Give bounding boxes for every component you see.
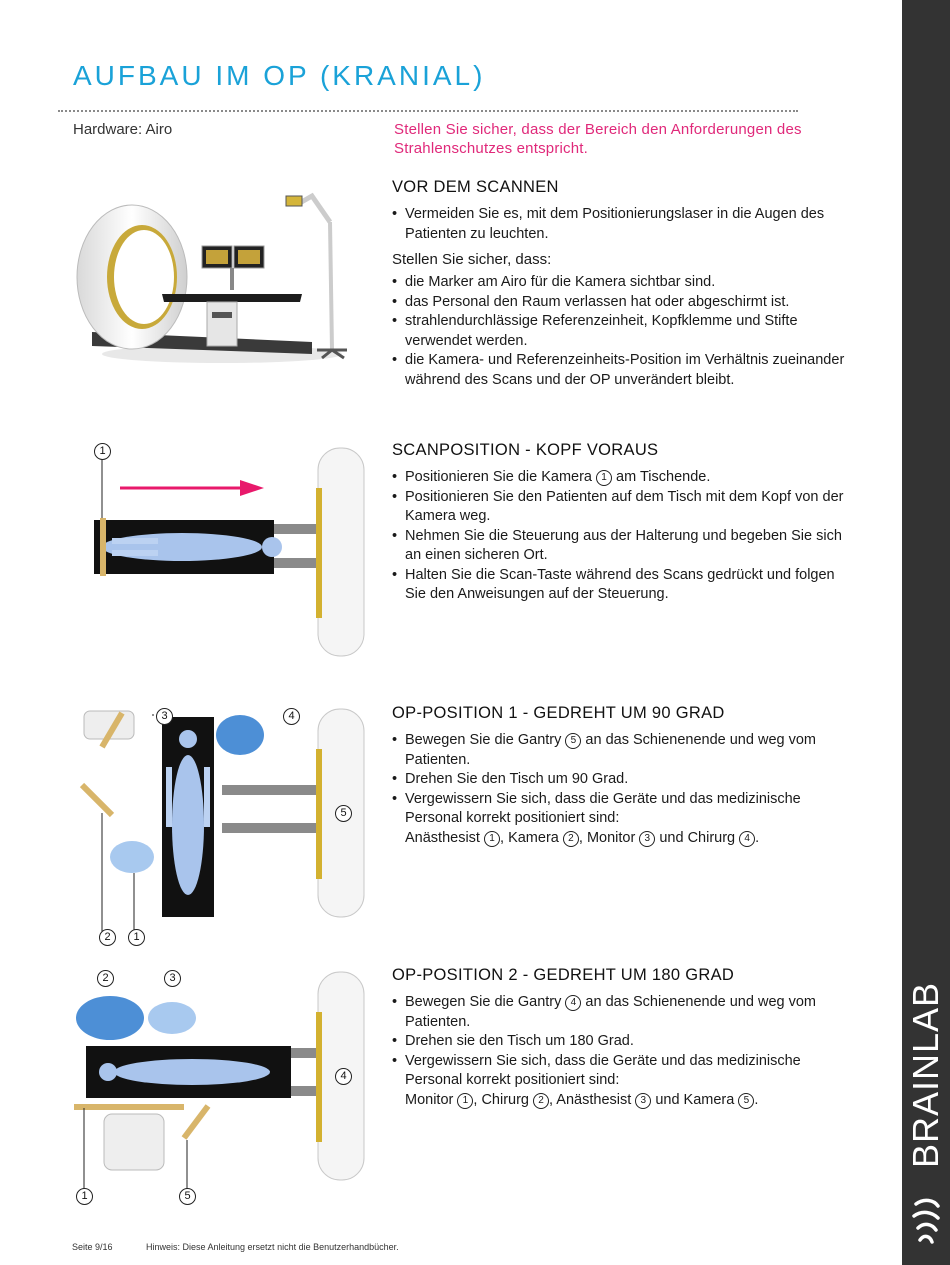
number-badge: 5 [565,733,581,749]
section-heading: OP-POSITION 2 - GEDREHT UM 180 GRAD [392,966,735,984]
list-item: • die Marker am Airo für die Kamera sichtbar sind. [392,273,852,293]
brand-name: BRAINLAB [905,981,946,1168]
callout-number: 1 [94,443,111,460]
list-item: • Vergewissern Sie sich, dass die Geräte und das medizinische Personal korrekt positioniert sind: Anästhesist 1 , Kamera 2 , Monitor 3 und Chirurg 4 . [392,790,852,849]
list-item: • Vermeiden Sie es, mit dem Positionierungslaser in die Augen des Patienten zu leuchten. [392,205,852,244]
number-badge: 3 [635,1093,651,1109]
list-item: • Drehen Sie den Tisch um 90 Grad. [392,770,852,790]
footer-note: Hinweis: Diese Anleitung ersetzt nicht die Benutzerhandbücher. [146,1242,399,1252]
callout-number: 3 [164,970,181,987]
callout-number: 3 [156,708,173,725]
op-position-1-illustration [72,705,372,950]
callout-number: 4 [335,1068,352,1085]
list-item: • Drehen sie den Tisch um 180 Grad. [392,1032,852,1052]
section-op-position-1 [392,704,852,848]
op-position-2-figure [72,968,372,1208]
section-op-position-2 [392,966,852,1110]
scan-position-illustration [72,440,372,665]
radiation-warning: Stellen Sie sicher, dass der Bereich den Anforderungen des Strahlenschutzes entspricht. [394,121,802,157]
callout-number: 5 [179,1188,196,1205]
list-item: • das Personal den Raum verlassen hat oder abgeschirmt ist. [392,293,852,313]
number-badge: 1 [484,831,500,847]
list-item: • Nehmen Sie die Steuerung aus der Halterung und begeben Sie sich an einen sicheren Ort. [392,527,852,566]
list-item: • Vergewissern Sie sich, dass die Geräte und das medizinische Personal korrekt positioniert sind: Monitor 1 , Chirurg 2 , Anästhesist 3 und Kamera 5 . [392,1052,852,1111]
title-divider [58,110,798,112]
list-item: • Halten Sie die Scan-Taste während des Scans gedrückt und folgen Sie den Anweisungen auf der Steuerung. [392,566,852,605]
number-badge: 2 [563,831,579,847]
airo-device-illustration [72,182,372,367]
list-item: • strahlendurchlässige Referenzeinheit, Kopfklemme und Stifte verwendet werden. [392,312,852,351]
list-item: • Bewegen Sie die Gantry 5 an das Schienenende und weg vom Patienten. [392,731,852,770]
callout-number: 2 [97,970,114,987]
callout-number: 2 [99,929,116,946]
number-badge: 4 [739,831,755,847]
op-position-1-figure [72,705,372,950]
number-badge: 1 [596,470,612,486]
callout-number: 1 [128,929,145,946]
callout-number: 1 [76,1188,93,1205]
list-item: • Positionieren Sie den Patienten auf dem Tisch mit dem Kopf von der Kamera weg. [392,488,852,527]
callout-number: 5 [335,805,352,822]
scan-position-figure [72,440,372,665]
section-scanposition [392,441,852,605]
section-heading: OP-POSITION 1 - GEDREHT UM 90 GRAD [392,704,725,722]
op-position-2-illustration [72,968,372,1208]
brainlab-logo-icon [910,1196,944,1246]
number-badge: 2 [533,1093,549,1109]
hardware-label: Hardware: Airo [73,121,173,138]
callout-number: 4 [283,708,300,725]
number-badge: 1 [457,1093,473,1109]
number-badge: 3 [639,831,655,847]
number-badge: 4 [565,995,581,1011]
list-item: • Bewegen Sie die Gantry 4 an das Schienenende und weg vom Patienten. [392,993,852,1032]
section-vor-dem-scannen [392,178,852,390]
list-item: • Positionieren Sie die Kamera 1 am Tischende. [392,468,852,488]
page-number: Seite 9/16 [72,1242,113,1252]
section-heading: SCANPOSITION - KOPF VORAUS [392,441,659,459]
section-subheading: Stellen Sie sicher, dass: [392,251,552,268]
page-title: AUFBAU IM OP (KRANIAL) [73,60,486,91]
number-badge: 5 [738,1093,754,1109]
list-item: • die Kamera- und Referenzeinheits-Position im Verhältnis zueinander während des Scans und der OP unverändert bleibt. [392,351,852,390]
section-heading: VOR DEM SCANNEN [392,178,559,196]
